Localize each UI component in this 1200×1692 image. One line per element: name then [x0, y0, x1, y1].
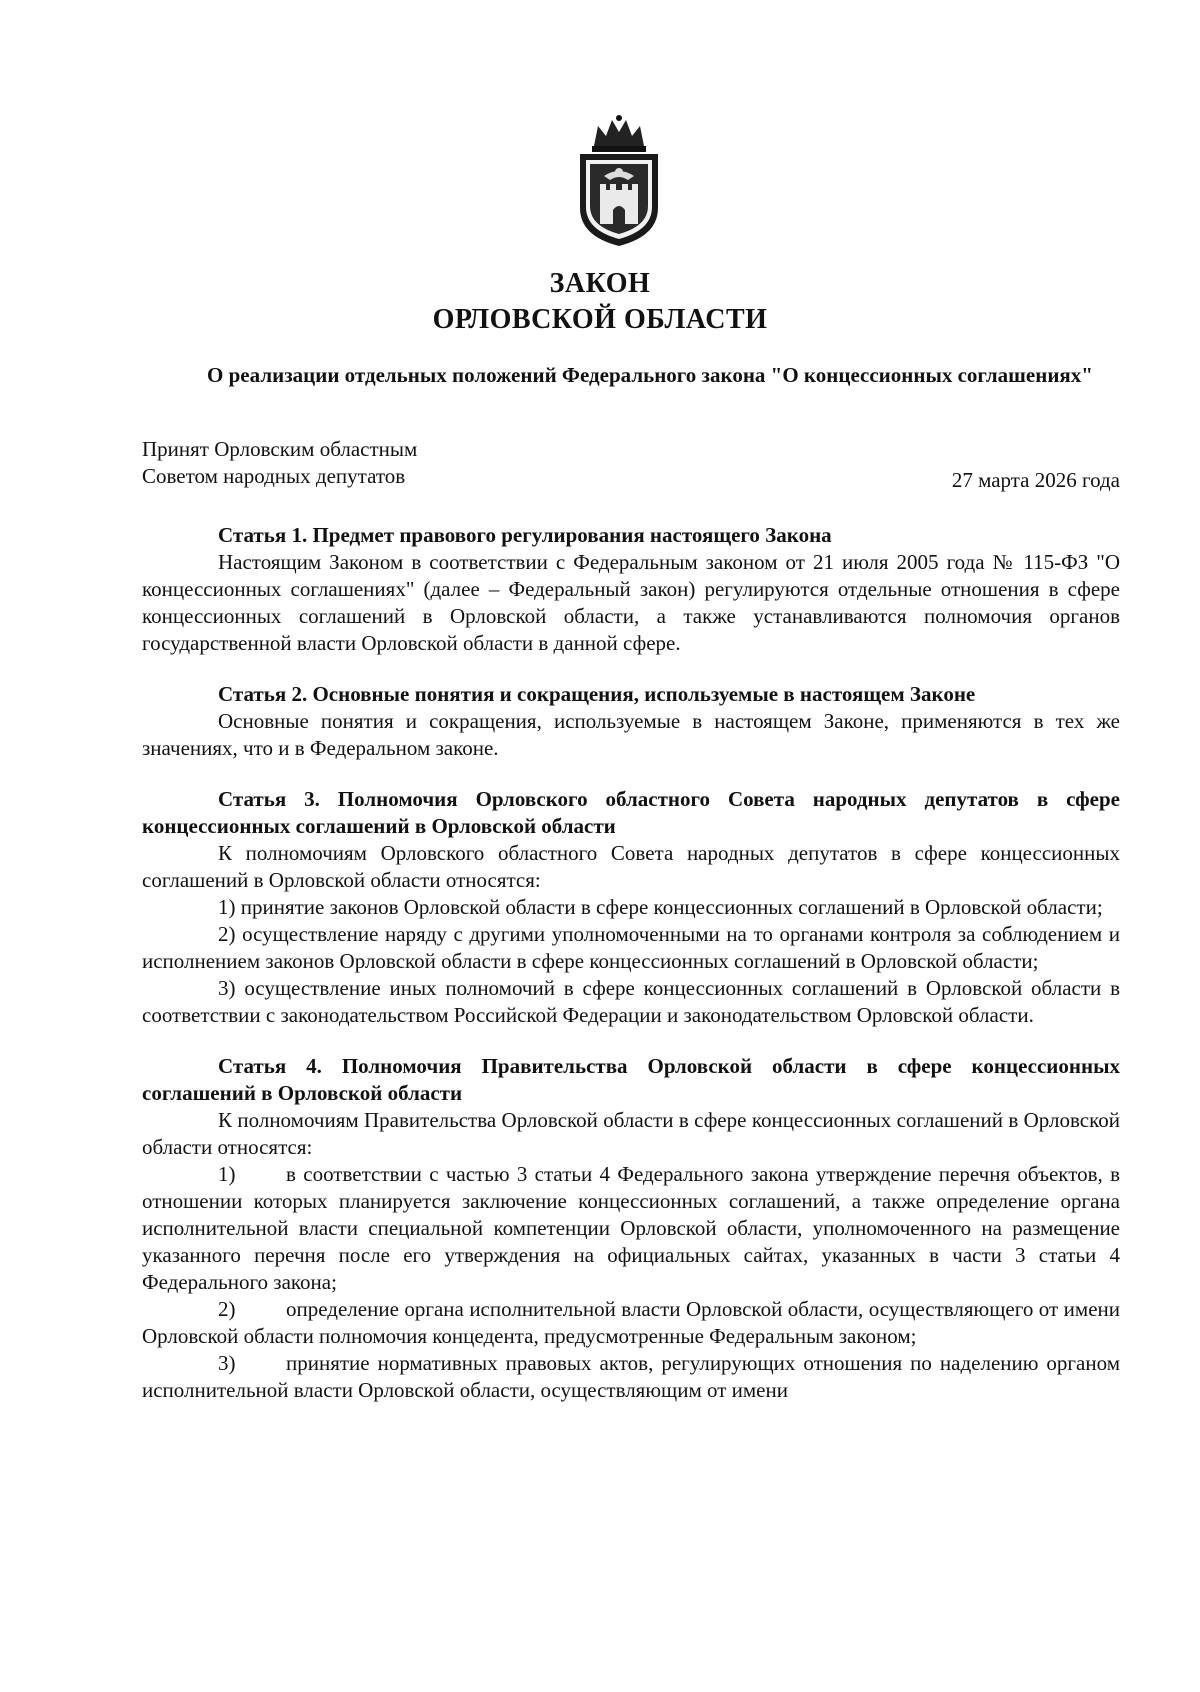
article-3-intro: К полномочиям Орловского областного Совета народных депутатов в сфере концессионных соглашений в Орловской области относятся:: [142, 841, 1120, 892]
item-text: в соответствии с частью 3 статьи 4 Федерального закона утверждение перечня объектов, в отношении которых планируется заключение концессионных соглашений, а также определение органа исполнительной власти специальной компетенции Орловской области, уполномоченного на размещение указанного перечня после его утверждения на официальных сайтах, указанных в части 3 статьи 4 Федерального закона;: [142, 1162, 1120, 1294]
article-3-item-1: 1) принятие законов Орловской области в сфере концессионных соглашений в Орловской области;: [218, 895, 1103, 919]
article-4-item-1: [142, 1161, 1120, 1296]
article-3-heading: Статья 3. Полномочия Орловского областного Совета народных депутатов в сфере концессионных соглашений в Орловской области: [142, 787, 1120, 838]
document-subtitle: О реализации отдельных положений Федерального закона "О концессионных соглашениях": [207, 363, 1093, 387]
article-4-heading: Статья 4. Полномочия Правительства Орловской области в сфере концессионных соглашений в Орловской области: [142, 1054, 1120, 1105]
article-4-item-2: [142, 1296, 1120, 1350]
article-1-paragraph: Настоящим Законом в соответствии с Федеральным законом от 21 июля 2005 года № 115-ФЗ "О концессионных соглашениях" (далее – Федеральный закон) регулируются отдельные отношения в сфере концессионных соглашений в Орловской области, а также устанавливаются полномочия органов государственной власти Орловской области в данной сфере.: [142, 550, 1120, 655]
adoption-date: 27 марта 2026 года: [951, 468, 1120, 492]
article-4-item-3: [142, 1350, 1120, 1404]
item-number: 1): [218, 1162, 236, 1186]
item-number: 3): [218, 1351, 236, 1375]
document-body: [142, 522, 1120, 1404]
adoption-block: [142, 436, 417, 490]
article-3-item-2: 2) осуществление наряду с другими уполномоченными на то органами контроля за соблюдением и исполнением законов Орловской области в сфере концессионных соглашений в Орловской области;: [142, 922, 1120, 973]
article-1-heading: Статья 1. Предмет правового регулирования настоящего Закона: [218, 523, 832, 547]
document-title-line1: ЗАКОН: [549, 268, 651, 299]
adoption-line2: Советом народных депутатов: [142, 464, 406, 488]
item-number: 2): [218, 1297, 236, 1321]
article-3-item-3: 3) осуществление иных полномочий в сфере концессионных соглашений в Орловской области в соответствии с законодательством Российской Федерации и законодательством Орловской области.: [142, 976, 1120, 1027]
article-2-paragraph: Основные понятия и сокращения, используемые в настоящем Законе, применяются в тех же значениях, что и в Федеральном законе.: [142, 709, 1120, 760]
coat-of-arms-icon: [566, 112, 672, 250]
article-4-intro: К полномочиям Правительства Орловской области в сфере концессионных соглашений в Орловской области относятся:: [142, 1108, 1120, 1159]
article-2-heading: Статья 2. Основные понятия и сокращения, используемые в настоящем Законе: [218, 682, 976, 706]
item-text: принятие нормативных правовых актов, регулирующих отношения по наделению органом исполнительной власти Орловской области, осуществляющим от имени: [142, 1351, 1120, 1402]
adoption-line1: Принят Орловским областным: [142, 437, 418, 461]
item-text: определение органа исполнительной власти Орловской области, осуществляющего от имени Орловской области полномочия концедента, предусмотренные Федеральным законом;: [142, 1297, 1120, 1348]
document-title-line2: ОРЛОВСКОЙ ОБЛАСТИ: [432, 304, 768, 335]
